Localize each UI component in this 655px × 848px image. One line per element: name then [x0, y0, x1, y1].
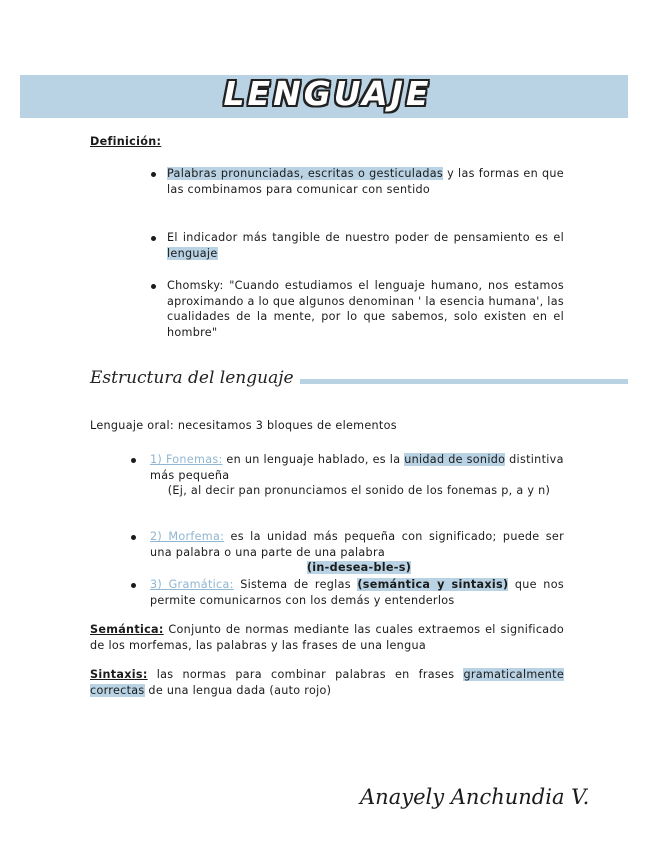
gramaticalmente-highlight: gramaticalmente correctas: [90, 668, 564, 697]
fonemas-text: en un lenguaje hablado, es la: [222, 453, 405, 466]
definition-bullet-2: [167, 230, 564, 261]
definition-bullet-1: [167, 166, 564, 197]
definition-label: Definición:: [90, 135, 162, 148]
semantica-sintaxis-highlight: (semántica y sintaxis): [357, 578, 509, 591]
fonemas-example: (Ej, al decir pan pronunciamos el sonido de los fonemas p, a y n): [167, 484, 551, 497]
fonemas-label: 1) Fonemas:: [150, 453, 223, 466]
fonemas-text-rest: distintiva más pequeña: [150, 453, 564, 482]
gramatica-label: 3) Gramática:: [150, 578, 234, 591]
definition-highlight: Palabras pronunciadas, escritas o gesticuladas: [167, 167, 444, 180]
morfema-example: (in-desea-ble-s): [306, 561, 412, 574]
bullet-dot: [151, 172, 156, 177]
sintaxis-label: Sintaxis:: [90, 668, 148, 681]
gramatica-text: Sistema de reglas: [233, 578, 358, 591]
chomsky-quote: Chomsky: "Cuando estudiamos el lenguaje humano, nos estamos aproximando a lo que algunos denominan ' la esencia humana', las cualidades de la mente, por lo que sabemos, solo existen en el hombre": [167, 279, 565, 339]
page-title: LENGUAJE: [223, 74, 432, 113]
sintaxis-text: las normas para combinar palabras en frases: [147, 668, 464, 681]
gramatica-text-rest: que nos permite comunicarnos con los demás y entenderlos: [150, 578, 564, 607]
lenguaje-highlight: lenguaje: [167, 246, 218, 260]
definition-heading: [90, 134, 161, 150]
definition-bullet-2-text: El indicador más tangible de nuestro poder de pensamiento es el: [167, 231, 564, 244]
sintaxis-text-rest: de una lengua dada (auto rojo): [144, 683, 332, 697]
fonemas-item: [150, 452, 568, 483]
bullet-dot: [131, 583, 136, 588]
gramatica-item: [150, 577, 564, 608]
definition-bullet-1-text: y las formas en que las combinamos para comunicar con sentido: [167, 167, 564, 196]
author-signature: Anayely Anchundia V.: [360, 785, 590, 809]
bullet-dot: [131, 535, 136, 540]
semantica-paragraph: [90, 622, 564, 653]
morfema-text: es la unidad más pequeña con significado; puede ser una palabra o una parte de una palabra: [150, 530, 564, 559]
section-divider: [300, 379, 628, 384]
morfema-example-line: [150, 560, 568, 576]
bullet-dot: [131, 458, 136, 463]
section-title: Estructura del lenguaje: [90, 368, 294, 388]
oral-language-intro: Lenguaje oral: necesitamos 3 bloques de elementos: [90, 419, 397, 432]
morfema-item: [150, 529, 564, 560]
semantica-label: Semántica:: [90, 623, 164, 636]
morfema-label: 2) Morfema:: [150, 530, 225, 543]
bullet-dot: [151, 284, 156, 289]
sintaxis-paragraph: [90, 667, 564, 698]
unidad-sonido-highlight: unidad de sonido: [404, 453, 506, 466]
bullet-dot: [151, 236, 156, 241]
semantica-text: Conjunto de normas mediante las cuales extraemos el significado de los morfemas, las palabras y las frases de una lengua: [90, 623, 564, 652]
